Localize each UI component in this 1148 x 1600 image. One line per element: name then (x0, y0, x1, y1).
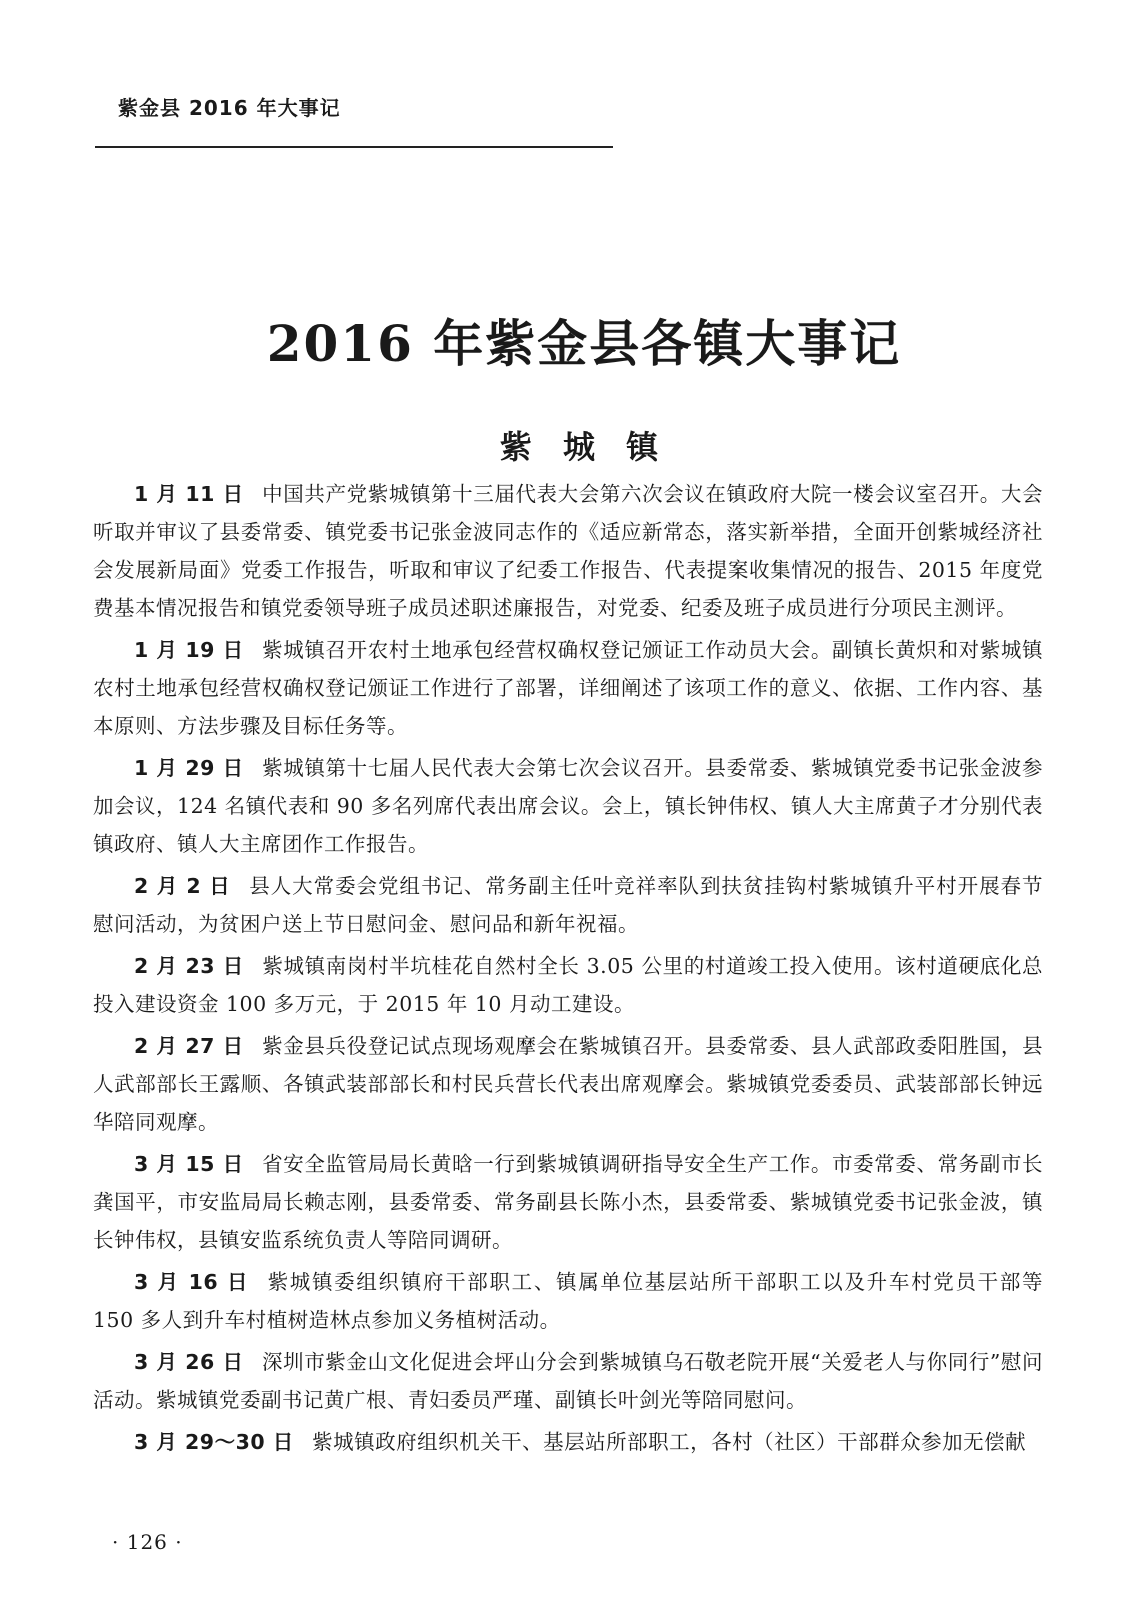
entry-date: 1 月 19 日 (134, 638, 244, 662)
entry-text: 省安全监管局局长黄晗一行到紫城镇调研指导安全生产工作。市委常委、常务副市长龚国平，市安监局局长赖志刚，县委常委、常务副县长陈小杰，县委常委、紫城镇党委书记张金波，镇长钟伟权，县镇安监系统负责人等陪同调研。 (93, 1152, 1043, 1252)
chronicle-entry (93, 631, 1043, 745)
entry-text: 紫城镇政府组织机关干、基层站所部职工，各村（社区）干部群众参加无偿献 (312, 1430, 1027, 1454)
entry-date: 3 月 29～30 日 (134, 1430, 294, 1454)
entry-text: 紫城镇第十七届人民代表大会第七次会议召开。县委常委、紫城镇党委书记张金波参加会议，124 名镇代表和 90 多名列席代表出席会议。会上，镇长钟伟权、镇人大主席黄子才分别代表镇政府、镇人大主席团作工作报告。 (93, 756, 1043, 856)
entry-text: 县人大常委会党组书记、常务副主任叶竞祥率队到扶贫挂钩村紫城镇升平村开展春节慰问活动，为贫困户送上节日慰问金、慰问品和新年祝福。 (93, 874, 1043, 936)
chronicle-entry (93, 749, 1043, 863)
entry-date: 3 月 15 日 (134, 1152, 244, 1176)
entry-text: 中国共产党紫城镇第十三届代表大会第六次会议在镇政府大院一楼会议室召开。大会听取并审议了县委常委、镇党委书记张金波同志作的《适应新常态，落实新举措，全面开创紫城经济社会发展新局面》党委工作报告，听取和审议了纪委工作报告、代表提案收集情况的报告、2015 年度党费基本情况报告和镇党委领导班子成员述职述廉报告，对党委、纪委及班子成员进行分项民主测评。 (93, 482, 1043, 620)
entry-text: 紫城镇南岗村半坑桂花自然村全长 3.05 公里的村道竣工投入使用。该村道硬底化总投入建设资金 100 多万元，于 2015 年 10 月动工建设。 (93, 954, 1043, 1016)
section-title: 紫 城 镇 (499, 427, 669, 466)
entry-text: 紫金县兵役登记试点现场观摩会在紫城镇召开。县委常委、县人武部政委阳胜国，县人武部部长王露顺、各镇武装部部长和村民兵营长代表出席观摩会。紫城镇党委委员、武装部部长钟远华陪同观摩。 (93, 1034, 1043, 1134)
entry-date: 1 月 29 日 (134, 756, 244, 780)
running-header: 紫金县 2016 年大事记 (118, 96, 341, 120)
chronicle-entry (93, 1423, 1043, 1461)
entry-text: 紫城镇委组织镇府干部职工、镇属单位基层站所干部职工以及升车村党员干部等 150 多人到升车村植树造林点参加义务植树活动。 (93, 1270, 1044, 1332)
chronicle-body (93, 475, 1043, 1465)
chronicle-entry (93, 1145, 1043, 1259)
entry-date: 3 月 26 日 (134, 1350, 244, 1374)
entry-text: 深圳市紫金山文化促进会坪山分会到紫城镇乌石敬老院开展“关爱老人与你同行”慰问活动。紫城镇党委副书记黄广根、青妇委员严瑾、副镇长叶剑光等陪同慰问。 (93, 1350, 1043, 1412)
entry-date: 1 月 11 日 (134, 482, 244, 506)
entry-date: 3 月 16 日 (134, 1270, 250, 1294)
page-title: 2016 年紫金县各镇大事记 (266, 313, 902, 373)
chronicle-entry (93, 867, 1043, 943)
entry-text: 紫城镇召开农村土地承包经营权确权登记颁证工作动员大会。副镇长黄炽和对紫城镇农村土地承包经营权确权登记颁证工作进行了部署，详细阐述了该项工作的意义、依据、工作内容、基本原则、方法步骤及目标任务等。 (93, 638, 1043, 738)
entry-date: 2 月 23 日 (134, 954, 244, 978)
entry-date: 2 月 27 日 (134, 1034, 244, 1058)
chronicle-entry (93, 1027, 1043, 1141)
chronicle-entry (93, 475, 1043, 627)
page-number: · 126 · (112, 1530, 183, 1554)
chronicle-entry (93, 1263, 1043, 1339)
chronicle-entry (93, 947, 1043, 1023)
entry-date: 2 月 2 日 (134, 874, 231, 898)
chronicle-entry (93, 1343, 1043, 1419)
header-rule (95, 146, 613, 148)
